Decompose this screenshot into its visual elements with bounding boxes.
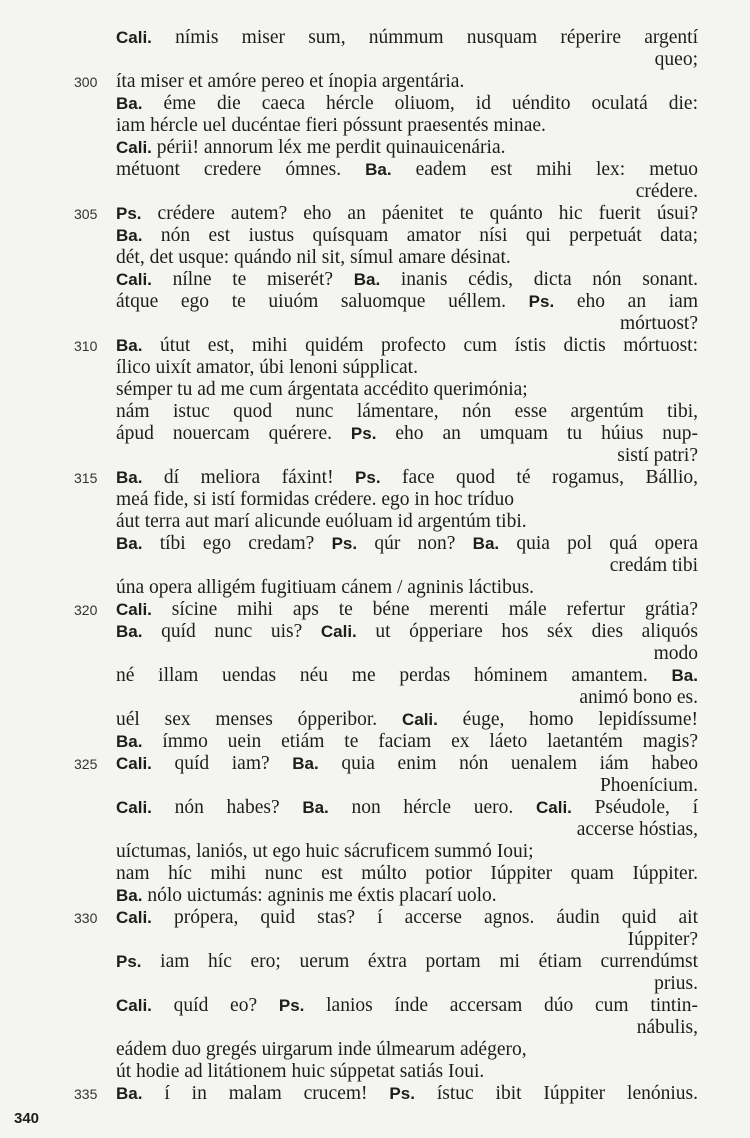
verse-text: métuont credere ómnes. xyxy=(116,159,366,180)
verse-text: éme die caeca hércle oliuom, id uéndito oculatá die: xyxy=(142,93,698,114)
verse-line xyxy=(116,379,698,401)
verse-text: ápud nouercam quérere. xyxy=(116,423,351,444)
line-number: 300 xyxy=(74,74,98,90)
verse-line xyxy=(116,797,698,819)
verse-text: Iúppiter? xyxy=(627,929,698,950)
verse-line xyxy=(116,225,698,247)
verse-line xyxy=(116,467,698,489)
speaker-label: Ps. xyxy=(116,952,142,971)
verse-text: prius. xyxy=(654,973,698,994)
verse-line xyxy=(116,115,698,137)
verse-line xyxy=(116,665,698,687)
verse-line xyxy=(116,863,698,885)
speaker-label: Ba. xyxy=(671,666,698,685)
verse-line xyxy=(116,995,698,1017)
speaker-label: Ba. xyxy=(116,336,143,355)
verse-line xyxy=(116,423,698,445)
verse-line xyxy=(116,753,698,775)
line-number: 310 xyxy=(74,338,98,354)
verse-text: eadem est mihi lex: metuo xyxy=(391,159,698,180)
line-number: 325 xyxy=(74,756,98,772)
verse-text: quíd iam? xyxy=(151,753,293,774)
verse-continuation xyxy=(116,555,698,577)
speaker-label: Ps. xyxy=(350,424,377,443)
verse-text: nón habes? xyxy=(151,797,303,818)
verse-line xyxy=(116,269,698,291)
verse-continuation xyxy=(116,973,698,995)
speaker-label: Ba. xyxy=(116,226,143,245)
speaker-label: Ba. xyxy=(292,754,319,773)
verse-text: quia pol quá opera xyxy=(499,533,698,554)
verse-line xyxy=(116,247,698,269)
speaker-label: Ba. xyxy=(353,270,381,289)
verse-text: út hodie ad litátionem huic súppetat satiás Ioui. xyxy=(116,1061,485,1082)
verse-text: ut ópperiare hos séx dies aliquós xyxy=(356,621,698,642)
verse-line xyxy=(116,1061,698,1083)
speaker-label: Ps. xyxy=(116,204,142,223)
verse-line xyxy=(116,357,698,379)
verse-line xyxy=(116,1083,698,1105)
verse-text: quia enim nón uenalem iám habeo xyxy=(318,753,698,774)
verse-text: crédere. xyxy=(635,181,698,202)
verse-text: úna opera alligém fugitiuam cánem / agninis láctibus. xyxy=(116,577,535,598)
speaker-label: Cali. xyxy=(116,138,152,157)
speaker-label: Ps. xyxy=(389,1084,415,1103)
verse-line xyxy=(116,71,698,93)
verse-text: uél sex menses ópperibor. xyxy=(116,709,402,730)
verse-line xyxy=(116,731,698,753)
verse-text: credám tibi xyxy=(609,555,698,576)
verse-continuation xyxy=(116,929,698,951)
verse-text: qúr non? xyxy=(357,533,473,554)
verse-text: quíd nunc uis? xyxy=(142,621,321,642)
verse-text: Pséudole, í xyxy=(571,797,698,818)
verse-text: dí meliora fáxint! xyxy=(142,467,356,488)
verse-line xyxy=(116,27,698,49)
verse-continuation xyxy=(116,49,698,71)
line-number: 305 xyxy=(74,206,98,222)
verse-line xyxy=(116,511,698,533)
speaker-label: Ps. xyxy=(528,292,555,311)
line-number: 330 xyxy=(74,910,98,926)
line-number: 320 xyxy=(74,602,98,618)
speaker-label: Ps. xyxy=(278,996,305,1015)
verse-line xyxy=(116,137,698,159)
verse-text: nám istuc quod nunc lámentare, nón esse argentúm tibi, xyxy=(116,401,698,422)
verse-text: í in malam crucem! xyxy=(142,1083,390,1104)
verse-continuation xyxy=(116,181,698,203)
verse-text: própera, quid stas? í accerse agnos. áudin quid ait xyxy=(151,907,698,928)
verse-text: uíctumas, laniós, ut ego huic sácruficem summó Ioui; xyxy=(116,841,534,862)
verse-continuation xyxy=(116,1017,698,1039)
verse-text: modo xyxy=(653,643,698,664)
verse-text: nímis miser sum, núm‍mum nusquam répe‍rire argentí xyxy=(151,27,698,48)
verse-line xyxy=(116,951,698,973)
speaker-label: Cali. xyxy=(116,996,152,1015)
verse-continuation xyxy=(116,643,698,665)
speaker-label: Ba. xyxy=(472,534,500,553)
verse-text: tíbi ego credam? xyxy=(142,533,332,554)
speaker-label: Cali. xyxy=(116,754,152,773)
verse-line xyxy=(116,489,698,511)
speaker-label: Ps. xyxy=(355,468,381,487)
verse-line xyxy=(116,159,698,181)
line-number: 335 xyxy=(74,1086,98,1102)
speaker-label: Ba. xyxy=(116,534,143,553)
verse-text: áut terra aut marí alicunde euóluam id argentúm tibi. xyxy=(116,511,527,532)
verse-continuation xyxy=(116,313,698,335)
verse-text: nam híc mihi nunc est múlto potior Iúppiter quam Iúppiter. xyxy=(116,863,698,884)
verse-text: meá fide, si istí formidas crédere. ego in hoc tríduo xyxy=(116,489,514,510)
verse-text: sémper tu ad me cum árgentata accédito querimónia; xyxy=(116,379,528,400)
speaker-label: Cali. xyxy=(535,798,572,817)
verse-text: eádem duo gregés uirgarum inde úlmearum adégero, xyxy=(116,1039,527,1060)
verse-text: út‍ut est, mihi quidém profecto cum ístis dictis mórtuost: xyxy=(142,335,698,356)
verse-text: Phoenícium. xyxy=(599,775,698,796)
verse-text: inanis cédis, dicta nón sonant. xyxy=(380,269,698,290)
speaker-label: Ba. xyxy=(116,622,143,641)
speaker-label: Ba. xyxy=(365,160,392,179)
verse-text: nólo uictumás: agninis me éxtis placarí uolo. xyxy=(142,885,497,906)
line-number: 315 xyxy=(74,470,98,486)
verse-text: mórtuost? xyxy=(620,313,698,334)
verse-text: non hércle uero. xyxy=(328,797,536,818)
speaker-label: Ba. xyxy=(116,1084,143,1103)
verse-text: animó bono es. xyxy=(579,687,698,708)
verse-text: sistí patri? xyxy=(617,445,698,466)
verse-line xyxy=(116,401,698,423)
verse-text: né illam uendas néu me perdas hóminem amantem. xyxy=(116,665,672,686)
verse-text: íta miser et amóre pereo et ínopia argentária. xyxy=(116,71,465,92)
verse-line xyxy=(116,599,698,621)
verse-line xyxy=(116,577,698,599)
verse-text: nílne te miserét? xyxy=(151,269,354,290)
verse-text: ílico uixít amator, úbi lenoni súpplicat. xyxy=(116,357,418,378)
speaker-label: Cali. xyxy=(116,28,152,47)
page-number: 340 xyxy=(14,1110,40,1127)
verse-line xyxy=(116,203,698,225)
verse-line xyxy=(116,907,698,929)
verse-text: eho an umquam tu húius nup- xyxy=(376,423,698,444)
verse-text: nón est iustus quísquam amator nísi qui perpetuát data; xyxy=(142,225,698,246)
speaker-label: Cali. xyxy=(116,600,152,619)
verse-text: crédere autem? eho an páenitet te quánto hic fuerit úsui? xyxy=(141,203,698,224)
verse-line xyxy=(116,885,698,907)
verse-line xyxy=(116,93,698,115)
speaker-label: Cali. xyxy=(116,270,152,289)
verse-text: iam hércle uel ducéntae fieri póssunt praesentés minae. xyxy=(116,115,546,136)
verse-line xyxy=(116,533,698,555)
verse-continuation xyxy=(116,775,698,797)
speaker-label: Cali. xyxy=(116,798,152,817)
verse-text: quíd eo? xyxy=(151,995,279,1016)
verse-text: lanios índe accersam dúo cum tintin- xyxy=(304,995,698,1016)
speaker-label: Ba. xyxy=(116,886,143,905)
speaker-label: Ps. xyxy=(331,534,358,553)
verse-line xyxy=(116,841,698,863)
verse-text: face quod té rogamus, Bállio, xyxy=(380,467,699,488)
verse-text: périi! annorum léx me perdit quinauicenária. xyxy=(151,137,506,158)
verse-text: queo; xyxy=(654,49,698,70)
speaker-label: Cali. xyxy=(116,908,152,927)
speaker-label: Ba. xyxy=(116,94,143,113)
verse-line xyxy=(116,1039,698,1061)
speaker-label: Ba. xyxy=(302,798,329,817)
verse-line xyxy=(116,291,698,313)
verse-text: éuge, homo lepidíssume! xyxy=(437,709,698,730)
verse-text: iam híc ero; uerum éxtra portam mi étiam currendúmst xyxy=(141,951,698,972)
speaker-label: Cali. xyxy=(320,622,357,641)
verse-line xyxy=(116,621,698,643)
speaker-label: Ba. xyxy=(116,468,143,487)
verse-text: ístuc ibit Iúppiter lenónius. xyxy=(414,1083,698,1104)
verse-continuation xyxy=(116,687,698,709)
verse-text: átque ego te uiuóm saluomque uéllem. xyxy=(116,291,529,312)
verse-text: dét, det usque: quándo nil sit, símul amare désinat. xyxy=(116,247,511,268)
verse-text: accerse hóstias, xyxy=(576,819,698,840)
verse-line xyxy=(116,709,698,731)
speaker-label: Ba. xyxy=(116,732,143,751)
verse-text: ímmo uein etiám te faciam ex láeto laetantém magis? xyxy=(142,731,698,752)
verse-line xyxy=(116,335,698,357)
verse-text: sícine mihi aps te béne merenti mále refertur grátia? xyxy=(151,599,698,620)
verse-continuation xyxy=(116,819,698,841)
verse-text: nábulis, xyxy=(636,1017,698,1038)
verse-text: eho an iam xyxy=(554,291,698,312)
speaker-label: Cali. xyxy=(401,710,438,729)
verse-continuation xyxy=(116,445,698,467)
